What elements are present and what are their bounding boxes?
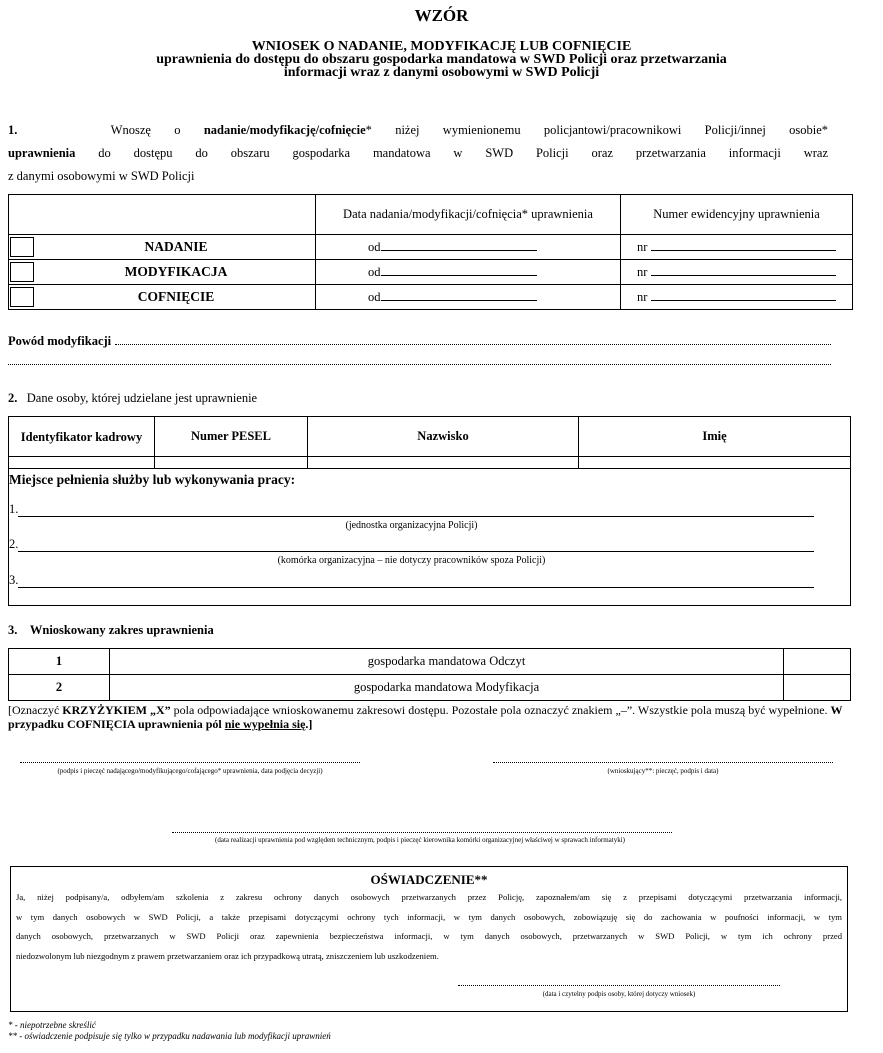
reason-label: Powód modyfikacji [8, 334, 112, 348]
section-1-number: 1. [8, 123, 18, 137]
section-2-heading [8, 391, 257, 406]
section-1-text-b: nadanie/modyfikację/cofnięcie [203, 123, 366, 137]
modyfikacja-label: MODYFIKACJA [124, 264, 228, 279]
workplace-line-2-field[interactable] [18, 539, 814, 552]
section-3-number: 3. [8, 623, 18, 637]
modyfikacja-nr-label: nr [637, 264, 648, 279]
footnotes [8, 1020, 331, 1042]
col-nazwisko: Nazwisko [308, 417, 579, 457]
cofniecie-number-field[interactable] [651, 300, 836, 301]
modyfikacja-date-field[interactable] [381, 275, 537, 276]
signature-center-caption: (data realizacji uprawnienia pod względem technicznym, podpis i pieczęć kierownika komórki organizacyjnej właściwej w sprawach informatyki) [215, 836, 625, 844]
reason-row [8, 334, 831, 349]
nazwisko-field[interactable] [308, 457, 579, 469]
scope-row-2 [9, 675, 851, 701]
nadanie-date-field[interactable] [381, 250, 537, 251]
declaration-title: OŚWIADCZENIE** [370, 872, 488, 887]
cofniecie-od-label: od [368, 289, 381, 304]
workplace-line-3-num: 3. [9, 573, 19, 587]
nadanie-number-field[interactable] [651, 250, 836, 251]
nadanie-od-label: od [368, 239, 381, 254]
signature-right-caption: (wnioskujący**: pieczęć, podpis i data) [607, 767, 719, 775]
grant-row-modyfikacja [9, 260, 853, 285]
workplace-label: Miejsce pełnienia służby lub wykonywania pracy: [9, 472, 296, 487]
section-1-text-d: uprawnienia [8, 146, 76, 160]
col-imie: Imię [579, 417, 851, 457]
section-1-text-a: Wnoszę o [110, 123, 204, 137]
declaration-line-4: niedozwolonym lub niezgodnym z prawem przetwarzaniem oraz ich przypadkową utratą, zniszczeniem lub uszkodzeniem. [16, 950, 439, 961]
cofniecie-checkbox[interactable] [10, 287, 34, 307]
document-title: WZÓR [414, 6, 469, 25]
grant-table-corner [9, 195, 316, 235]
note-part-6: .] [305, 717, 313, 731]
note-part-3: pola odpowiadające wnioskowanemu zakresowi dostępu. Pozostałe pola oznaczyć znakiem „–”. Wszystkie pola muszą być wypełnione. [170, 703, 831, 717]
declaration-box [10, 866, 848, 1012]
scope-row-2-num: 2 [9, 675, 110, 701]
section-1-text-f: z danymi osobowymi w SWD Policji [8, 169, 195, 183]
nadanie-checkbox[interactable] [10, 237, 34, 257]
cofniecie-date-field[interactable] [381, 300, 537, 301]
pesel-field[interactable] [155, 457, 308, 469]
modyfikacja-number-field[interactable] [651, 275, 836, 276]
nadanie-label: NADANIE [144, 239, 208, 254]
scope-row-1-mark-field[interactable] [784, 649, 851, 675]
person-data-row [9, 457, 851, 469]
signature-right-line[interactable] [493, 762, 833, 763]
footnote-2: ** - oświadczenie podpisuje się tylko w przypadku nadawania lub modyfikacji uprawnień [8, 1031, 331, 1041]
declaration-line-1: Ja, niżej podpisany/a, odbyłem/am szkolenia z zakresu ochrony danych osobowych przetwarzanych przez Policję, zapoznałem/am się z przepisami dotyczącymi przetwarzania informacji, [16, 892, 842, 902]
note-part-1: [Oznaczyć [8, 703, 63, 717]
grant-row-cofniecie [9, 285, 853, 310]
scope-row-1-label: gospodarka mandatowa Odczyt [110, 649, 784, 675]
declaration-signature-caption: (data i czytelny podpis osoby, której dotyczy wniosek) [542, 990, 696, 998]
note-part-2: KRZYŻYKIEM „X” [62, 703, 171, 717]
col-pesel: Numer PESEL [155, 417, 308, 457]
section-2-title: Dane osoby, której udzielane jest uprawnienie [26, 391, 258, 405]
declaration-line-3: danych osobowych, przetwarzanych w SWD Policji oraz zapewnienia bezpieczeństwa informacji, w tym danych osobowych, przetwarzanych w SWD Policji, w tym ich ochrony przed [16, 931, 842, 941]
scope-row-2-mark-field[interactable] [784, 675, 851, 701]
reason-field[interactable] [115, 334, 831, 345]
declaration-signature-line[interactable] [458, 985, 780, 986]
signature-center-line[interactable] [172, 832, 672, 833]
imie-field[interactable] [579, 457, 851, 469]
workplace-line-3-field[interactable] [18, 575, 814, 588]
identyfikator-field[interactable] [9, 457, 155, 469]
declaration-body [11, 888, 847, 966]
scope-note [8, 703, 851, 731]
scope-row-1-num: 1 [9, 649, 110, 675]
grant-table-header-number: Numer ewidencyjny uprawnienia [621, 195, 853, 235]
declaration-line-2: w tym danych osobowych w SWD Policji, a także przepisami dotyczącymi ochrony tych informacji, w tym danych osobowych, zobowiązuję się do zachowania w poufności informacji, w tym [16, 911, 842, 922]
signature-left-caption: (podpis i pieczęć nadającego/modyfikującego/cofającego* uprawnienia, data podjęcia decyzji) [57, 767, 323, 775]
modyfikacja-od-label: od [368, 264, 381, 279]
scope-row-2-label: gospodarka mandatowa Modyfikacja [110, 675, 784, 701]
person-table [8, 416, 851, 606]
subtitle-line-3: informacji wraz z danymi osobowymi w SWD Policji [283, 65, 600, 80]
workplace-line-2-num: 2. [9, 537, 19, 551]
cofniecie-nr-label: nr [637, 289, 648, 304]
section-3-heading [8, 623, 214, 638]
signature-left-line[interactable] [20, 762, 360, 763]
nadanie-nr-label: nr [637, 239, 648, 254]
note-part-4: W przypadku COFNIĘCIA uprawnienia pól [8, 703, 843, 731]
document-subtitle [0, 40, 883, 79]
section-2-number: 2. [8, 391, 18, 405]
subtitle-line-1: WNIOSEK O NADANIE, MODYFIKACJĘ LUB COFNIĘCIE [251, 39, 632, 54]
grant-row-nadanie [9, 235, 853, 260]
cofniecie-label: COFNIĘCIE [137, 289, 215, 304]
workplace-cell [9, 469, 851, 606]
grant-table [8, 194, 853, 310]
grant-table-header-date: Data nadania/modyfikacji/cofnięcia* uprawnienia [316, 195, 621, 235]
scope-table [8, 648, 851, 701]
footnote-1: * - niepotrzebne skreślić [8, 1020, 96, 1030]
note-part-5: nie wypełnia się [224, 717, 306, 731]
section-3-title: Wnioskowany zakres uprawnienia [29, 623, 214, 637]
section-1-text [8, 119, 828, 188]
workplace-line-1-caption: (jednostka organizacyjna Policji) [345, 520, 478, 531]
section-1-text-c: * niżej wymienionemu policjantowi/pracownikowi Policji/innej osobie* [365, 123, 829, 137]
workplace-line-2-caption: (komórka organizacyjna – nie dotyczy pracowników spoza Policji) [277, 555, 546, 566]
workplace-line-1-num: 1. [9, 502, 19, 516]
scope-row-1 [9, 649, 851, 675]
section-1-text-e: do dostępu do obszaru gospodarka mandatowa w SWD Policji oraz przetwarzania informacji wraz [75, 146, 828, 160]
subtitle-line-2: uprawnienia do dostępu do obszaru gospodarka mandatowa w SWD Policji oraz przetwarzania [156, 52, 727, 67]
workplace-line-1-field[interactable] [18, 504, 814, 517]
reason-field-line-2[interactable] [8, 352, 831, 365]
modyfikacja-checkbox[interactable] [10, 262, 34, 282]
col-identyfikator: Identyfikator kadrowy [9, 417, 155, 457]
